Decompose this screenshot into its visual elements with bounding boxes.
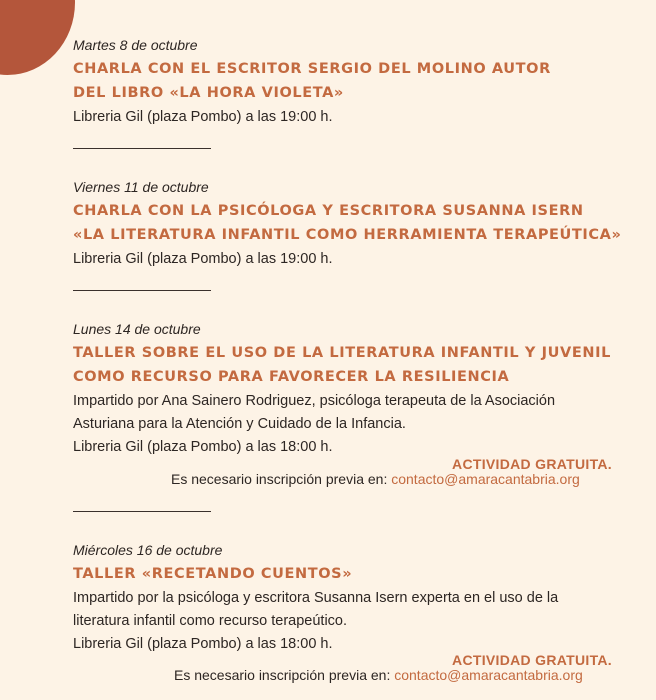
event-venue: Libreria Gil (plaza Pombo) a las 18:00 h.	[73, 636, 333, 652]
event-title-line: COMO RECURSO PARA FAVORECER LA RESILIENCIA	[73, 369, 510, 385]
event-venue: Libreria Gil (plaza Pombo) a las 18:00 h.	[73, 439, 333, 455]
event-venue: Libreria Gil (plaza Pombo) a las 19:00 h.	[73, 251, 333, 267]
registration-label: Es necesario inscripción previa en:	[171, 471, 388, 487]
event-description: literatura infantil como recurso terapeútico.	[73, 613, 348, 629]
event-title-line: DEL LIBRO «LA HORA VIOLETA»	[73, 85, 344, 101]
event-title-line: CHARLA CON LA PSICÓLOGA Y ESCRITORA SUSANNA ISERN	[73, 203, 584, 219]
event-date: Martes 8 de octubre	[73, 37, 198, 53]
event-venue: Libreria Gil (plaza Pombo) a las 19:00 h.	[73, 109, 333, 125]
event-item	[73, 320, 633, 459]
event-item	[73, 178, 633, 271]
free-activity-label: ACTIVIDAD GRATUITA.	[452, 456, 612, 472]
registration-note	[174, 667, 583, 683]
event-title-line: TALLER «RECETANDO CUENTOS»	[73, 566, 353, 582]
event-item	[73, 36, 633, 129]
event-date: Miércoles 16 de octubre	[73, 542, 223, 558]
separator-line	[73, 511, 211, 512]
event-date: Lunes 14 de octubre	[73, 321, 201, 337]
event-item	[73, 541, 633, 656]
event-date: Viernes 11 de octubre	[73, 179, 209, 195]
separator-line	[73, 148, 211, 149]
separator-line	[73, 290, 211, 291]
registration-note	[171, 471, 580, 487]
event-title-line: TALLER SOBRE EL USO DE LA LITERATURA INFANTIL Y JUVENIL	[73, 345, 611, 361]
free-activity-label: ACTIVIDAD GRATUITA.	[452, 652, 612, 668]
event-title-line: «LA LITERATURA INFANTIL COMO HERRAMIENTA TERAPEÚTICA»	[73, 227, 622, 243]
registration-email-link[interactable]: contacto@amaracantabria.org	[391, 471, 580, 487]
event-description: Impartido por Ana Sainero Rodriguez, psicóloga terapeuta de la Asociación	[73, 393, 556, 409]
registration-label: Es necesario inscripción previa en:	[174, 667, 391, 683]
decorative-circle	[0, 0, 75, 75]
event-description: Asturiana para la Atención y Cuidado de la Infancia.	[73, 416, 406, 432]
registration-email-link[interactable]: contacto@amaracantabria.org	[394, 667, 583, 683]
event-title-line: CHARLA CON EL ESCRITOR SERGIO DEL MOLINO AUTOR	[73, 61, 551, 77]
event-description: Impartido por la psicóloga y escritora Susanna Isern experta en el uso de la	[73, 590, 559, 606]
